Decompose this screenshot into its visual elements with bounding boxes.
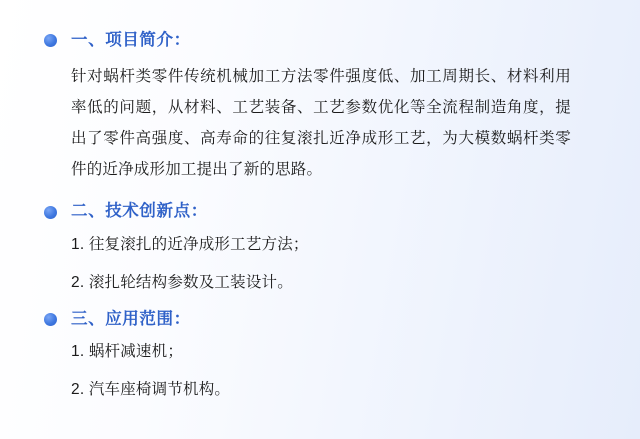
section-list — [44, 340, 606, 402]
section-heading-project-intro — [44, 30, 606, 51]
section-heading-label: 二、技术创新点： — [71, 202, 208, 221]
list-item: 1. 蜗杆减速机； — [71, 343, 184, 361]
document-content — [44, 30, 606, 402]
section-technical-innovation — [44, 201, 606, 294]
section-list — [44, 233, 606, 295]
section-application-scope — [44, 309, 606, 402]
section-heading-label: 一、项目简介： — [71, 31, 191, 49]
list-item: 1. 往复滚扎的近净成形工艺方法； — [71, 235, 309, 253]
section-heading-technical-innovation — [44, 201, 606, 222]
list-item: 2. 汽车座椅调节机构。 — [71, 381, 231, 399]
bullet-icon — [44, 206, 57, 219]
bullet-icon — [44, 313, 57, 326]
list-item: 2. 滚扎轮结构参数及工装设计。 — [71, 273, 293, 291]
section-project-intro — [44, 30, 606, 185]
section-heading-application-scope — [44, 309, 606, 330]
section-paragraph: 针对蜗杆类零件传统机械加工方法零件强度低、加工周期长、材料利用率低的问题，从材料、工艺装备、工艺参数优化等全流程制造角度，提出了零件高强度、高寿命的往复滚扎近净成形工艺，为大模数蜗杆类零件的近净成形加工提出了新的思路。 — [71, 68, 571, 179]
section-heading-label: 三、应用范围： — [71, 309, 191, 328]
bullet-icon — [44, 34, 57, 47]
